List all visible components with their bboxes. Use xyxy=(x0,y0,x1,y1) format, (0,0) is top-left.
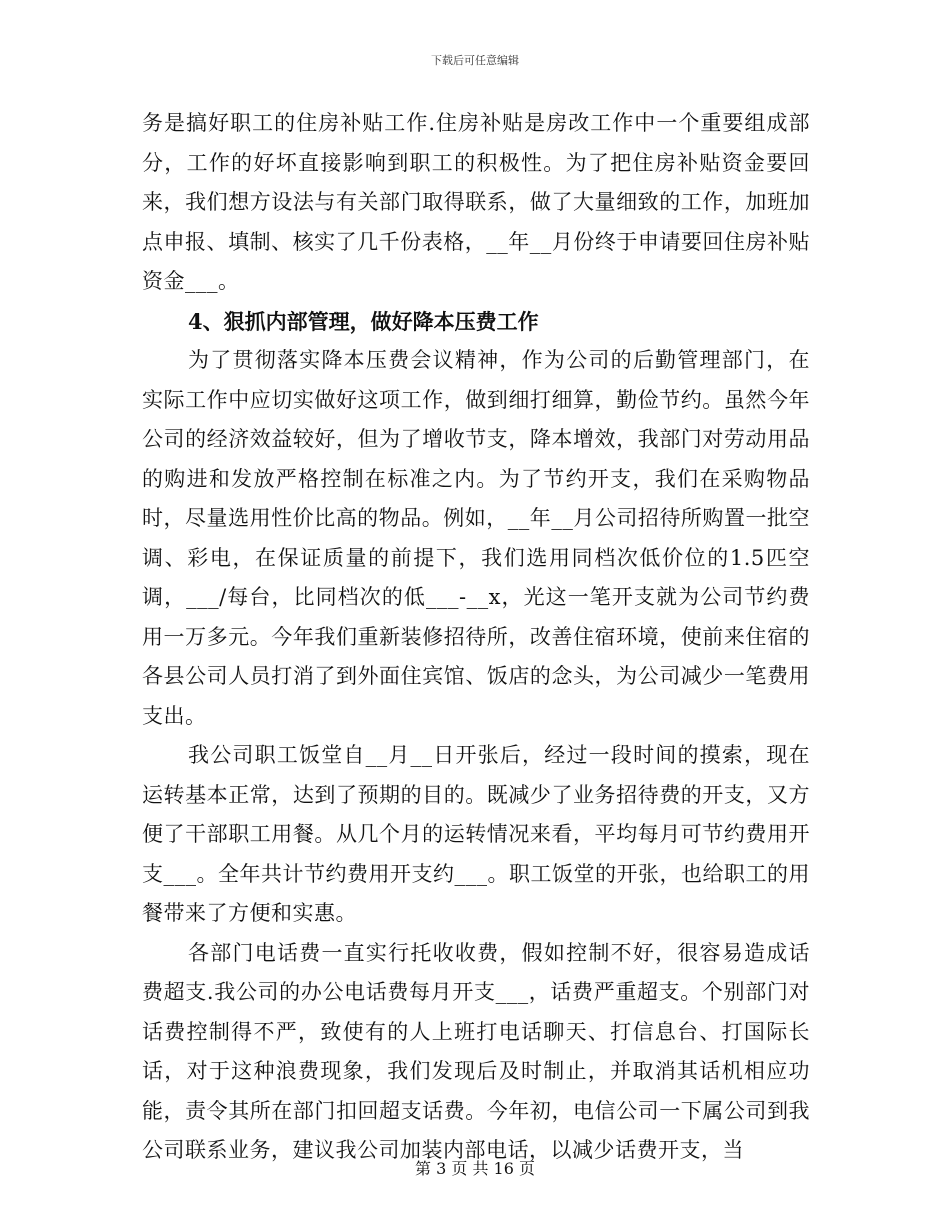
page-header: 下载后可任意编辑 xyxy=(431,54,519,67)
paragraph-housing-subsidy: 务是搞好职工的住房补贴工作.住房补贴是房改工作中一个重要组成部分，工作的好坏直接影响到职工的积极性。为了把住房补贴资金要回来，我们想方设法与有关部门取得联系，做了大量细致的工作，加班加点申报、填制、核实了几千份表格，__年__月份终于申请要回住房补贴资金___。 xyxy=(142,111,810,293)
section-heading: 4、狠抓内部管理，做好降本压费工作 xyxy=(188,308,539,334)
paragraph-staff-canteen: 我公司职工饭堂自__月__日开张后，经过一段时间的摸索，现在运转基本正常，达到了预期的目的。既减少了业务招待费的开支，又方便了干部职工用餐。从几个月的运转情况来看，平均每月可节约费用开支___。全年共计节约费用开支约___。职工饭堂的开张，也给职工的用餐带来了方便和实惠。 xyxy=(142,743,810,925)
page-footer: 第 3 页 共 16 页 xyxy=(415,1159,535,1178)
paragraph-cost-reduction: 为了贯彻落实降本压费会议精神，作为公司的后勤管理部门，在实际工作中应切实做好这项工作，做到细打细算，勤俭节约。虽然今年公司的经济效益较好，但为了增收节支，降本增效，我部门对劳动用品的购进和发放严格控制在标准之内。为了节约开支，我们在采购物品时，尽量选用性价比高的物品。例如，__年__月公司招待所购置一批空调、彩电，在保证质量的前提下，我们选用同档次低价位的1.5匹空调，___/每台，比同档次的低___-__x，光这一笔开支就为公司节约费用一万多元。今年我们重新装修招待所，改善住宿环境，使前来住宿的各县公司人员打消了到外面住宾馆、饭店的念头，为公司减少一笔费用支出。 xyxy=(142,348,810,728)
paragraph-phone-expenses: 各部门电话费一直实行托收收费，假如控制不好，很容易造成话费超支.我公司的办公电话费每月开支___，话费严重超支。个别部门对话费控制得不严，致使有的人上班打电话聊天、打信息台、打国际长话，对于这种浪费现象，我们发现后及时制止，并取消其话机相应功能，责令其所在部门扣回超支话费。今年初，电信公司一下属公司到我公司联系业务，建议我公司加装内部电话，以减少话费开支，当 xyxy=(142,940,810,1162)
document-body xyxy=(142,104,810,1171)
